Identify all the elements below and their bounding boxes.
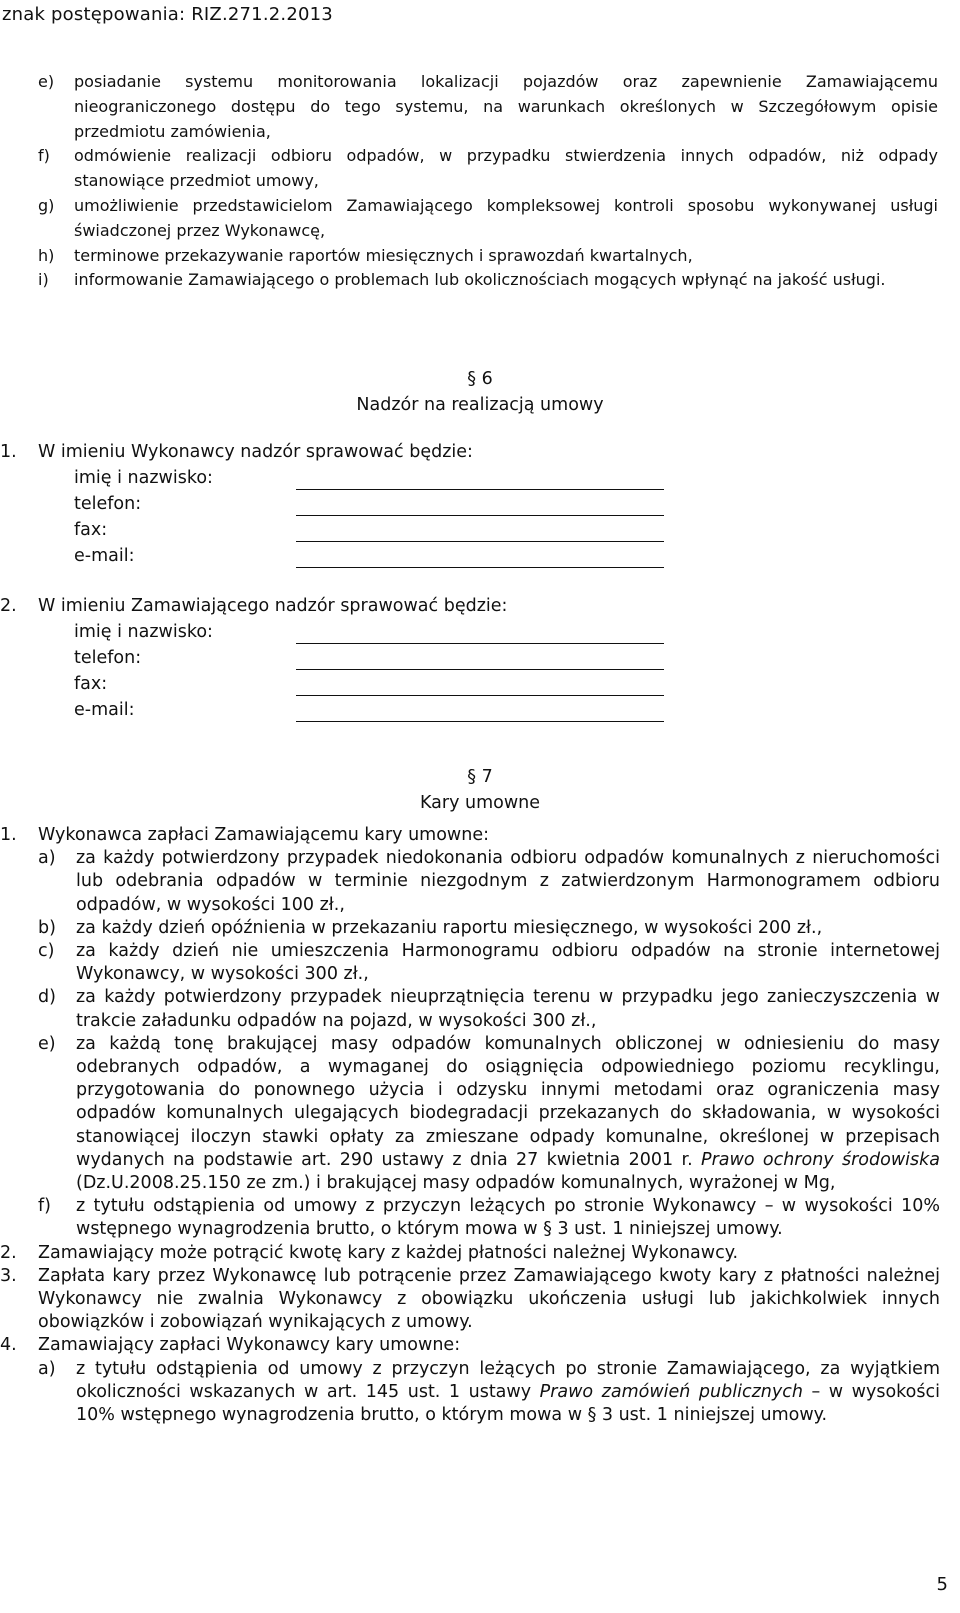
penalties-section — [0, 824, 940, 1427]
field-label: fax: — [74, 520, 108, 540]
field-label: imię i nazwisko: — [74, 468, 213, 488]
list-item — [0, 847, 940, 917]
item-text — [76, 1033, 940, 1195]
blank-line — [296, 489, 664, 490]
field-label: telefon: — [74, 494, 142, 514]
list-item — [38, 268, 938, 293]
item-text: za każdy potwierdzony przypadek nieuprzątnięcia terenu w przypadku jego zanieczyszczenia w trakcie załadunku odpadów na pojazd, w wysokości 300 zł., — [76, 987, 940, 1031]
item-text: posiadanie systemu monitorowania lokalizacji pojazdów oraz zapewnienie Zamawiającemu nieograniczonego dostępu do tego systemu, na warunkach określonych w Szczegółowym opisie przedmiotu zamówienia, — [74, 72, 938, 141]
paragraph-number: 1. — [0, 825, 17, 845]
act-title-italic: Prawo zamówień publicznych — [539, 1381, 803, 1402]
text-segment: – w wysokości 10% wstępnego wynagrodzenia brutto, o którym mowa w § 3 ust. 1 niniejszej umowy. — [76, 1381, 940, 1426]
paragraph-text: Wykonawca zapłaci Zamawiającemu kary umowne: — [38, 825, 490, 845]
employer-name-field — [74, 622, 674, 648]
field-label: e-mail: — [74, 700, 135, 720]
item-label: e) — [38, 1033, 56, 1054]
list-item — [38, 70, 938, 144]
case-reference: znak postępowania: RIZ.271.2.2013 — [2, 4, 333, 25]
numbered-paragraph — [0, 1334, 940, 1357]
numbered-paragraph — [0, 1242, 940, 1265]
list-item — [0, 1358, 940, 1428]
section-6-number: § 6 — [467, 369, 493, 389]
obligations-list-continued — [38, 70, 938, 293]
list-item — [0, 1033, 940, 1195]
item-text — [76, 1358, 940, 1428]
page-number: 5 — [936, 1574, 948, 1595]
list-item — [0, 940, 940, 986]
blank-line — [296, 567, 664, 568]
paragraph-number: 3. — [0, 1265, 17, 1286]
paragraph-number: 4. — [0, 1335, 17, 1356]
text-segment: (Dz.U.2008.25.150 ze zm.) i brakującej masy odpadów komunalnych, wyrażonej w Mg, — [76, 1173, 836, 1194]
section-7-title: Kary umowne — [419, 793, 541, 813]
text-segment: za każdą tonę brakującej masy odpadów komunalnych obliczonej w odniesieniu do masy odebranych odpadów, a wymaganej do osiągnięcia odpowiedniego poziomu recyklingu, przygotowania do ponownego użycia i odzysku innymi metodami oraz ograniczenia masy odpadów komunalnych ulegających biodegradacji przekazanych do składowania, w wysokości stanowiącej iloczyn stawki opłaty za zmieszane odpady komunalne, określonej w przepisach wydanych na podstawie art. 290 ustawy z dnia 27 kwietnia 2001 r. — [76, 1033, 940, 1170]
contractor-name-field — [74, 468, 674, 494]
item-text: umożliwienie przedstawicielom Zamawiającego kompleksowej kontroli sposobu wykonywanej usługi świadczonej przez Wykonawcę, — [74, 195, 938, 240]
item-label: a) — [38, 1358, 56, 1379]
list-item — [0, 1195, 940, 1241]
item-text: za każdy potwierdzony przypadek niedokonania odbioru odpadów komunalnych z nieruchomości lub odebrania odpadów w terminie niezgodnym z zatwierdzonym Harmonogramem odbioru odpadów, w wysokości 100 zł., — [76, 848, 940, 915]
item-label: h) — [38, 245, 55, 265]
list-item — [0, 986, 940, 1032]
item-label: e) — [38, 72, 55, 91]
item-text: za każdy dzień opóźnienia w przekazaniu raportu miesięcznego, w wysokości 200 zł., — [76, 917, 823, 938]
item-text: za każdy dzień nie umieszczenia Harmonogramu odbioru odpadów na stronie internetowej Wykonawcy, w wysokości 300 zł., — [76, 941, 940, 985]
item-text: informowanie Zamawiającego o problemach lub okolicznościach mogących wpłynąć na jakość usługi. — [74, 270, 886, 290]
list-item — [0, 917, 940, 940]
employer-fax-field — [74, 674, 674, 700]
item-label: f) — [38, 1196, 51, 1217]
numbered-paragraph — [0, 824, 940, 847]
list-item — [38, 244, 938, 269]
blank-line — [296, 541, 664, 542]
blank-line — [296, 669, 664, 670]
text-segment: z tytułu odstąpienia od umowy z przyczyn leżących po stronie Zamawiającego, za wyjątkiem okoliczności wskazanych w art. 145 ust. 1 ustawy — [76, 1358, 940, 1402]
contractor-email-field — [74, 546, 674, 572]
item-label: g) — [38, 195, 55, 215]
item-label: f) — [38, 146, 50, 166]
item-label: a) — [38, 848, 56, 869]
list-item — [38, 144, 938, 194]
item-text: terminowe przekazywanie raportów miesięcznych i sprawozdań kwartalnych, — [74, 245, 693, 265]
employer-supervision-heading: W imieniu Zamawiającego nadzór sprawować będzie: — [38, 596, 508, 616]
paragraph-number: 2. — [0, 596, 17, 616]
section-7-number: § 7 — [467, 767, 493, 787]
item-label: c) — [38, 941, 55, 962]
item-label: b) — [38, 917, 56, 938]
blank-line — [296, 721, 664, 722]
contractor-supervision-heading: W imieniu Wykonawcy nadzór sprawować będzie: — [38, 442, 473, 462]
field-label: telefon: — [74, 648, 142, 668]
section-6-title: Nadzór na realizacją umowy — [356, 395, 604, 415]
paragraph-text: Zapłata kary przez Wykonawcę lub potrącenie przez Zamawiającego kwoty kary z płatności należnej Wykonawcy nie zwalnia Wykonawcy z obowiązku ukończenia usługi lub jakichkolwiek innych obowiązków i zobowiązań wynikających z umowy. — [38, 1265, 940, 1333]
blank-line — [296, 515, 664, 516]
employer-phone-field — [74, 648, 674, 674]
item-label: d) — [38, 987, 56, 1008]
field-label: e-mail: — [74, 546, 135, 566]
blank-line — [296, 643, 664, 644]
field-label: fax: — [74, 674, 108, 694]
numbered-paragraph — [0, 1265, 940, 1335]
item-text: odmówienie realizacji odbioru odpadów, w przypadku stwierdzenia innych odpadów, niż odpady stanowiące przedmiot umowy, — [74, 146, 938, 191]
paragraph-text: Zamawiający zapłaci Wykonawcy kary umowne: — [38, 1335, 461, 1356]
paragraph-number: 2. — [0, 1242, 17, 1263]
contractor-phone-field — [74, 494, 674, 520]
employer-email-field — [74, 700, 674, 726]
blank-line — [296, 695, 664, 696]
field-label: imię i nazwisko: — [74, 622, 213, 642]
item-label: i) — [38, 270, 49, 290]
list-item — [38, 194, 938, 244]
paragraph-text: Zamawiający może potrącić kwotę kary z każdej płatności należnej Wykonawcy. — [38, 1242, 739, 1263]
contractor-fax-field — [74, 520, 674, 546]
paragraph-number: 1. — [0, 442, 17, 462]
item-text: z tytułu odstąpienia od umowy z przyczyn leżących po stronie Wykonawcy – w wysokości 10% wstępnego wynagrodzenia brutto, o którym mowa w § 3 ust. 1 niniejszej umowy. — [76, 1196, 940, 1240]
act-title-italic: Prawo ochrony środowiska — [701, 1149, 940, 1170]
